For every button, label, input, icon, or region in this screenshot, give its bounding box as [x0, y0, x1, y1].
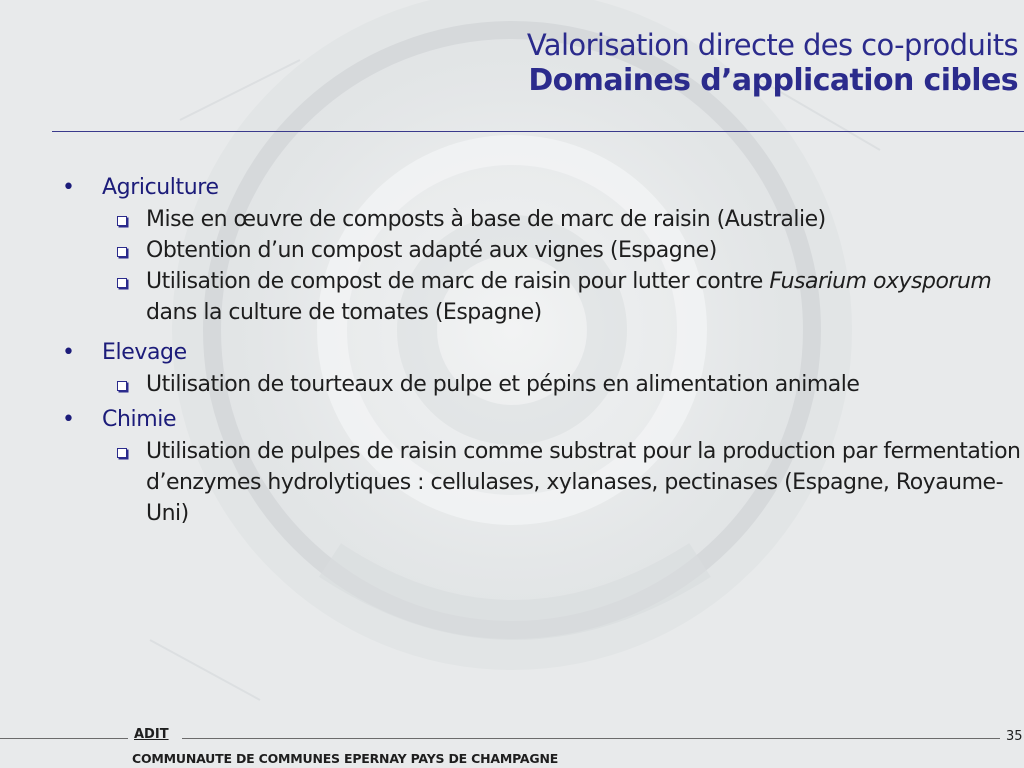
- slide-subtitle: Domaines d’application cibles: [528, 63, 1018, 98]
- checkbox-bullet-icon: [117, 247, 127, 257]
- species-name: Fusarium oxysporum: [769, 269, 992, 294]
- list-item-text: Utilisation de tourteaux de pulpe et pépins en alimentation animale: [146, 372, 860, 397]
- section-heading-label: Chimie: [102, 407, 177, 432]
- section-heading: [62, 172, 1022, 204]
- bullet-icon: •: [62, 340, 75, 365]
- list-item-text: [146, 266, 1022, 328]
- section-chimie: [62, 404, 1022, 529]
- section-elevage: [62, 337, 1022, 400]
- checkbox-bullet-icon: [117, 278, 127, 288]
- list-item-text: Mise en œuvre de composts à base de marc de raisin (Australie): [146, 207, 826, 232]
- list-item: [62, 369, 1022, 400]
- list-item: [62, 436, 1022, 529]
- footer-rule-right: [182, 738, 1000, 739]
- list-item-text-after: dans la culture de tomates (Espagne): [146, 300, 542, 325]
- list-item-text: Utilisation de pulpes de raisin comme substrat pour la production par fermentation d’enzymes hydrolytiques : cellulases, xylanases, pectinases (Espagne, Royaume-Uni): [146, 439, 1021, 526]
- section-heading-label: Agriculture: [102, 175, 219, 200]
- page-number: 35: [1006, 729, 1023, 744]
- section-heading: [62, 337, 1022, 369]
- checkbox-bullet-icon: [117, 216, 127, 226]
- list-item: [62, 204, 1022, 235]
- list-item: [62, 266, 1022, 328]
- list-item-text-before: Utilisation de compost de marc de raisin pour lutter contre: [146, 269, 770, 294]
- slide-body: [62, 172, 1022, 529]
- checkbox-bullet-icon: [117, 448, 127, 458]
- section-heading-label: Elevage: [102, 340, 187, 365]
- slide-title-line1: Valorisation directe des co-produits: [526, 28, 1018, 62]
- footer-rule-left: [0, 738, 128, 739]
- footer-label: ADIT: [134, 727, 169, 742]
- list-item: [62, 235, 1022, 266]
- title-divider: [52, 131, 1024, 132]
- list-item-text: Obtention d’un compost adapté aux vignes (Espagne): [146, 238, 717, 263]
- checkbox-bullet-icon: [117, 381, 127, 391]
- section-agriculture: [62, 172, 1022, 328]
- slide-title: [527, 28, 1018, 100]
- footer-organization: COMMUNAUTE DE COMMUNES EPERNAY PAYS DE CHAMPAGNE: [132, 751, 559, 766]
- bullet-icon: •: [62, 407, 75, 432]
- section-heading: [62, 404, 1022, 436]
- bullet-icon: •: [62, 175, 75, 200]
